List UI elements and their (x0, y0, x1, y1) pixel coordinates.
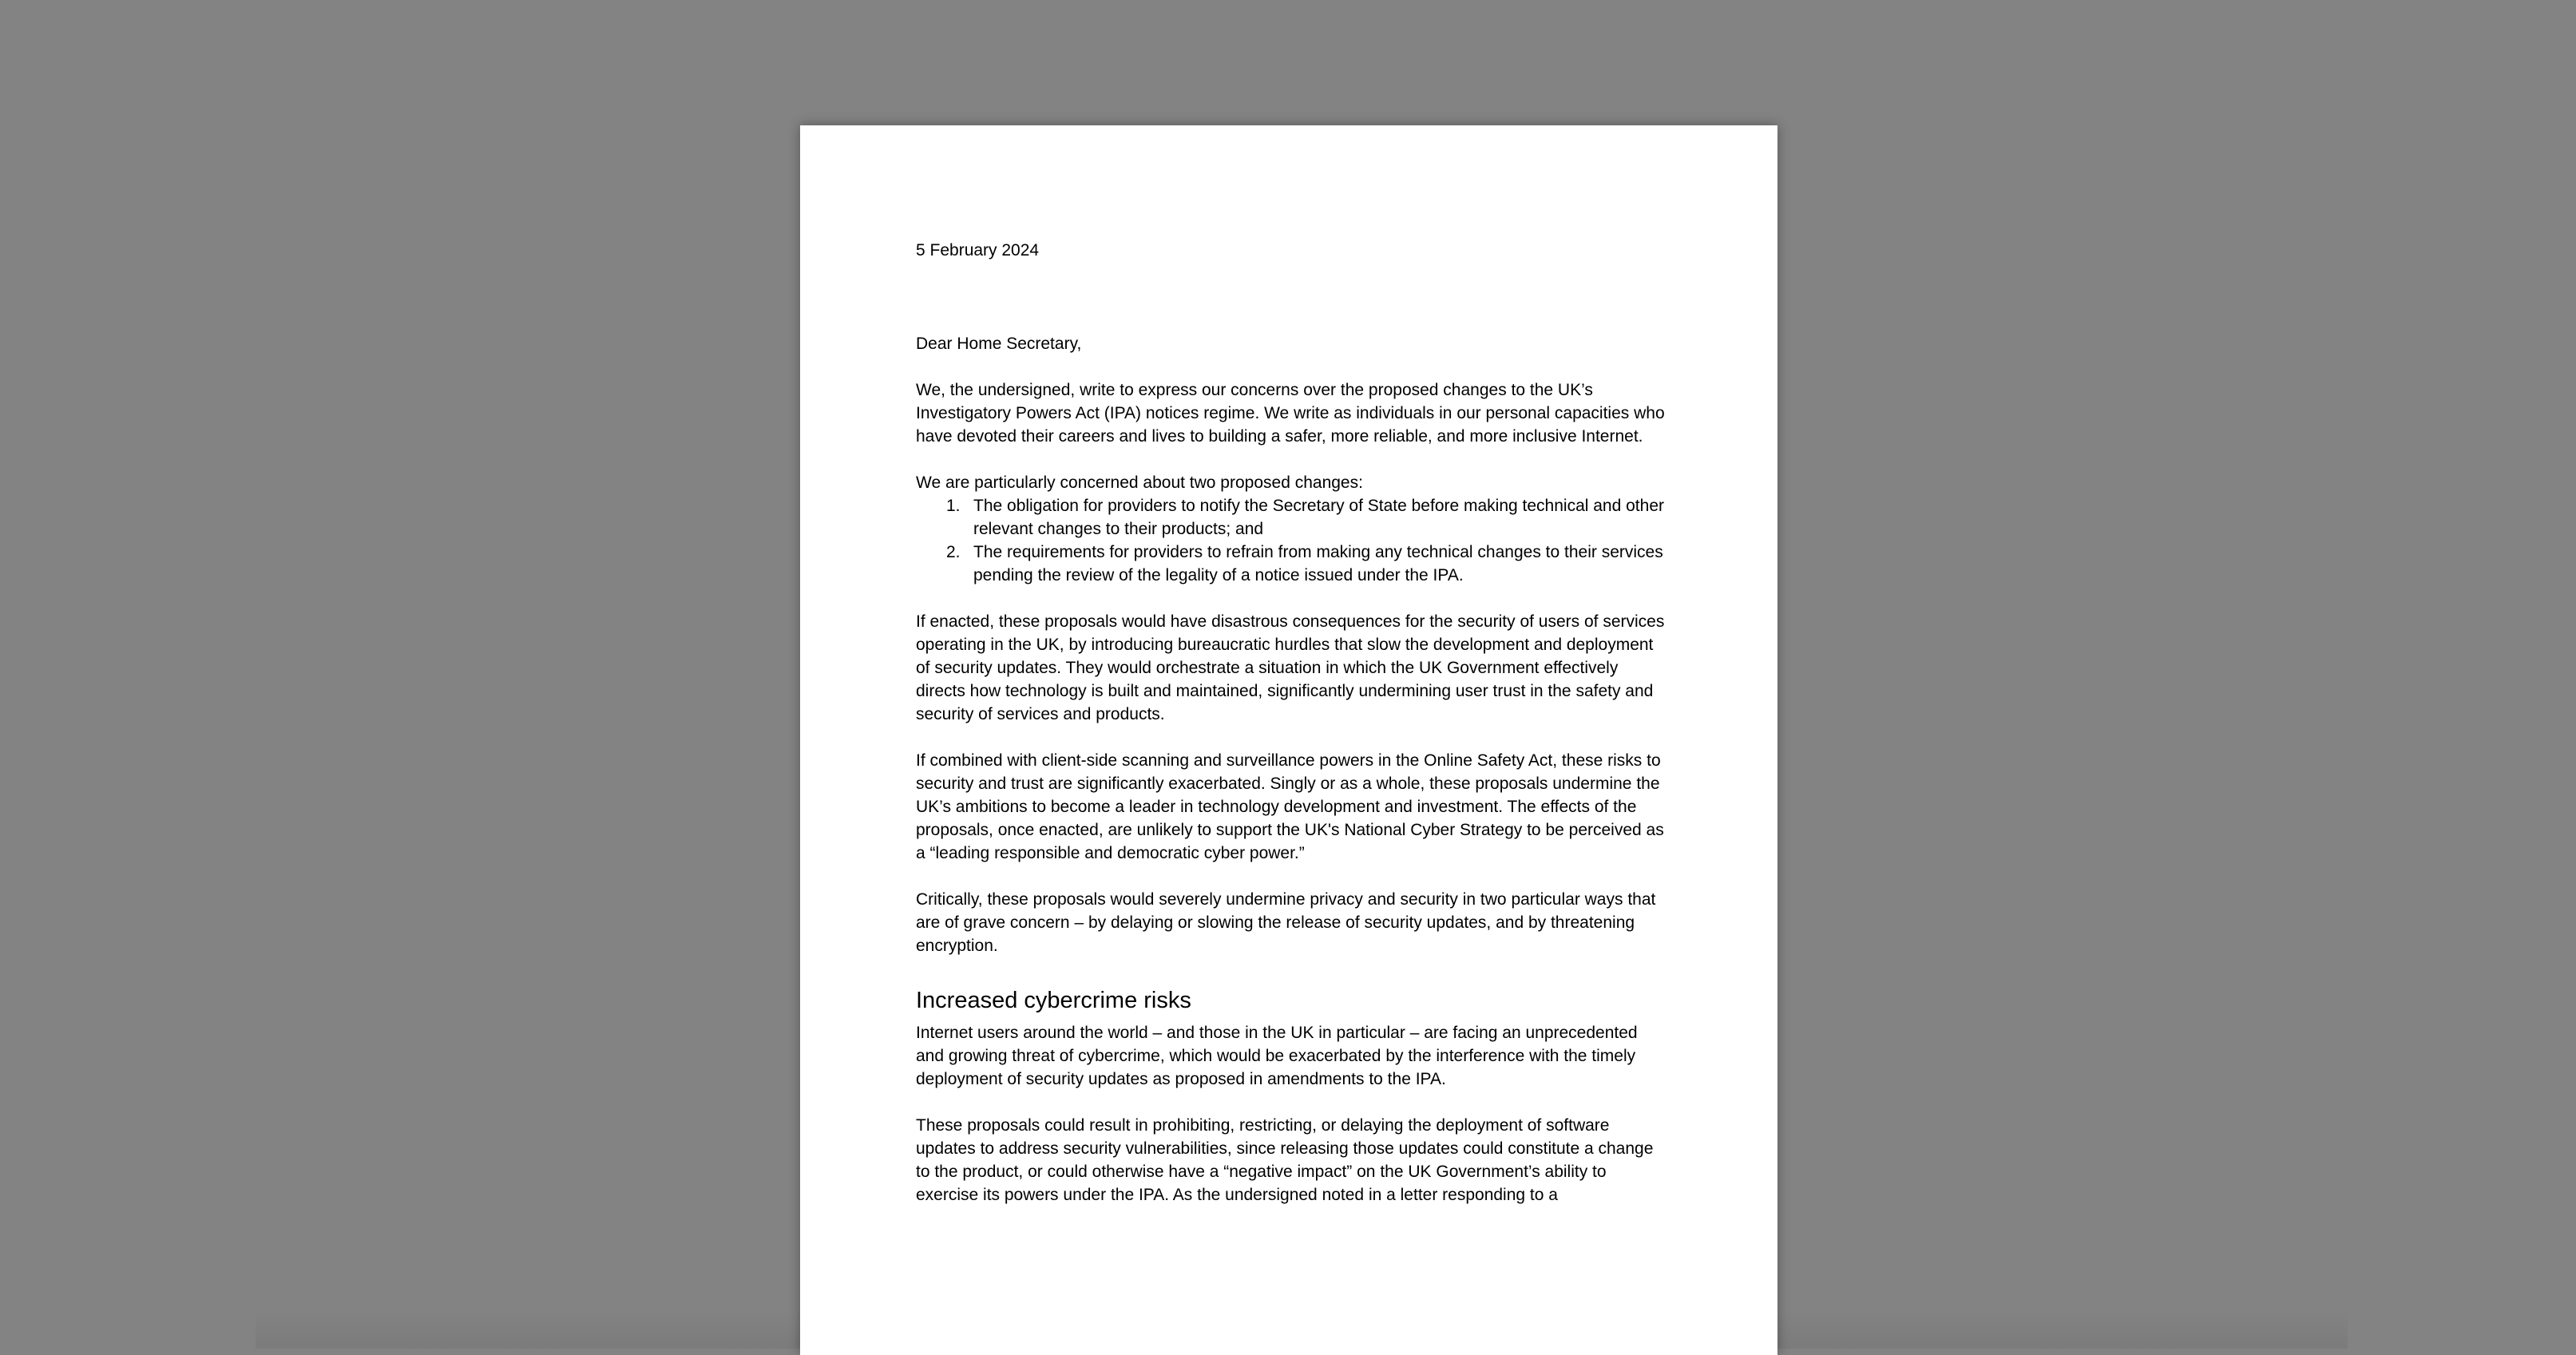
list-item-number: 1. (946, 497, 961, 515)
paragraph-cybercrime: Internet users around the world – and those in the UK in particular – are facing an unprecedented and growing threat of cybercrime, which would be exacerbated by the interference with the timely deployment of security updates as proposed in amendments to the IPA. (916, 1024, 1638, 1088)
list-intro: We are particularly concerned about two proposed changes: (916, 473, 1363, 492)
list-item-number: 2. (946, 543, 961, 561)
list-item-text: The obligation for providers to notify the Secretary of State before making technical and other relevant changes to their products; and (973, 497, 1664, 538)
letter-salutation: Dear Home Secretary, (916, 335, 1082, 353)
list-item-text: The requirements for providers to refrain from making any technical changes to their services pending the review of the legality of a notice issued under the IPA. (973, 543, 1663, 584)
concerns-list (916, 494, 1666, 587)
section-heading-cybercrime: Increased cybercrime risks (916, 988, 1191, 1013)
paragraph-intro: We, the undersigned, write to express our concerns over the proposed changes to the UK’s Investigatory Powers Act (IPA) notices regime. We write as individuals in our personal capacities who have devoted their careers and lives to building a safer, more reliable, and more inclusive Internet. (916, 381, 1665, 446)
list-item (916, 494, 1666, 541)
list-item (916, 541, 1666, 587)
paragraph-critical: Critically, these proposals would severely undermine privacy and security in two particular ways that are of grave concern – by delaying or slowing the release of security updates, and by threatening encryption. (916, 890, 1656, 955)
letter-date: 5 February 2024 (916, 241, 1040, 260)
paragraph-updates: These proposals could result in prohibiting, restricting, or delaying the deployment of software updates to address security vulnerabilities, since releasing those updates could constitute a change to the product, or could otherwise have a “negative impact” on the UK Government’s ability to exercise its powers under the IPA. As the undersigned noted in a letter responding to a (916, 1116, 1654, 1204)
paragraph-online-safety: If combined with client-side scanning and surveillance powers in the Online Safety Act, these risks to security and trust are significantly exacerbated. Singly or as a whole, these proposals undermine the UK’s ambitions to become a leader in technology development and investment. The effects of the proposals, once enacted, are unlikely to support the UK's National Cyber Strategy to be perceived as a “leading responsible and democratic cyber power.” (916, 751, 1664, 862)
letter-content (916, 239, 1666, 1206)
document-page (800, 125, 1777, 1355)
paragraph-consequences: If enacted, these proposals would have disastrous consequences for the security of users of services operating in the UK, by introducing bureaucratic hurdles that slow the development and deployment of security updates. They would orchestrate a situation in which the UK Government effectively directs how technology is built and maintained, significantly undermining user trust in the safety and security of services and products. (916, 612, 1665, 723)
